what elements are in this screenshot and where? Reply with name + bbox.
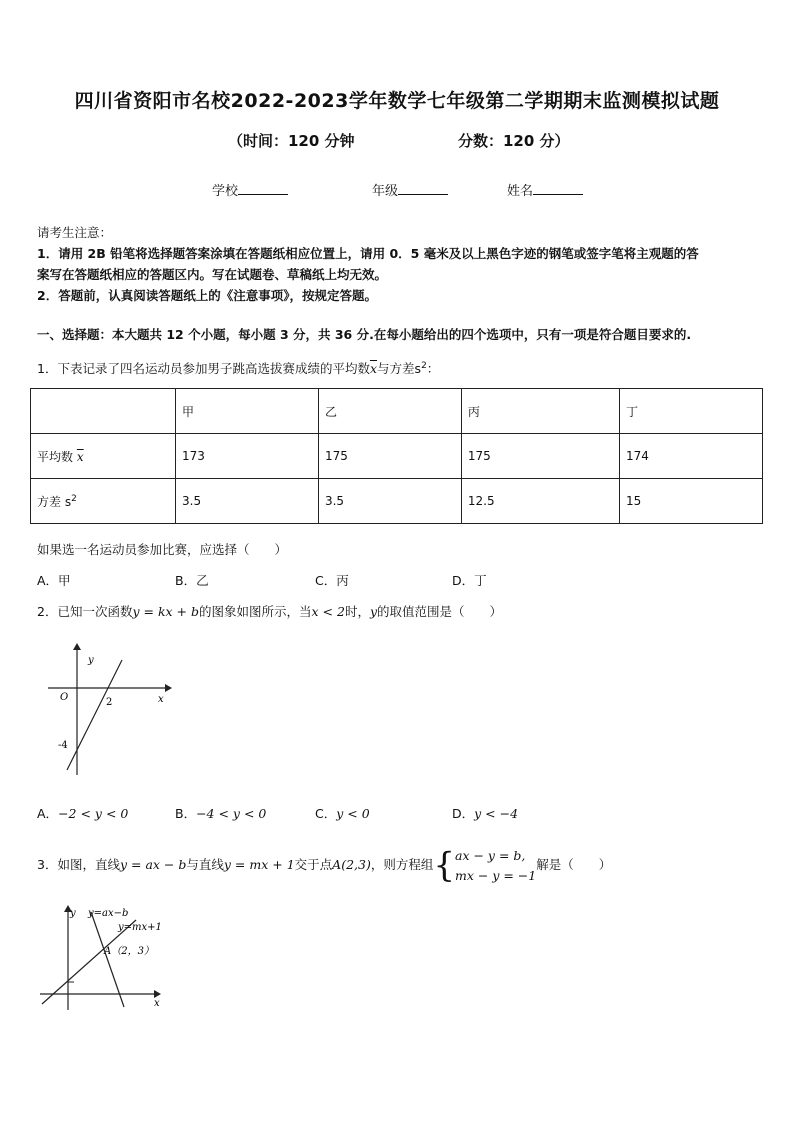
table-cell: 12.5 [461, 479, 619, 524]
q2-option-d[interactable] [452, 804, 518, 822]
q2-y: y [369, 604, 378, 619]
q1-option-a[interactable]: A．甲 [37, 573, 71, 588]
row1-xbar: $\overline{x}$ [76, 449, 84, 464]
section-heading: 一、选择题：本大题共 12 个小题，每小题 3 分，共 36 分.在每小题给出的四个选项中，只有一项是符合题目要求的. [37, 327, 692, 342]
y-axis-arrow-icon [73, 643, 81, 650]
q3-eq2: mx − y = −1 [455, 867, 537, 883]
q1-option-c[interactable]: C．丙 [315, 573, 349, 588]
q3-line2: y = mx + 1 [223, 857, 295, 872]
table-cell [31, 479, 176, 524]
q2-option-a-letter: A． [37, 806, 59, 821]
name-field [507, 180, 583, 199]
table-cell: 175 [318, 434, 461, 479]
notice-item2: 2．答题前，认真阅读答题纸上的《注意事项》，按规定答题。 [37, 288, 377, 303]
row2-sup: 2 [71, 493, 77, 504]
exam-score: 分数：120 分） [458, 132, 570, 150]
q3-line1: y = ax − b [119, 857, 187, 872]
q2-stem-c: 时， [344, 604, 370, 619]
q2-cond: x < 2 [311, 604, 345, 619]
q3-point: A(2,3) [332, 857, 371, 872]
q3-graph [36, 902, 176, 1012]
q1-s: s [414, 361, 422, 376]
graph-tick-neg4: -4 [58, 740, 68, 751]
table-cell: 15 [620, 479, 763, 524]
notice-item1b: 案写在答题纸相应的答题区内。写在试题卷、草稿纸上均无效。 [37, 267, 388, 282]
q3-stem [37, 843, 611, 887]
table-cell: 甲 [176, 389, 319, 434]
q1-stem [37, 359, 439, 377]
q3-stem-b: 与直线 [186, 857, 224, 872]
table-row [31, 434, 763, 479]
table-cell: 3.5 [318, 479, 461, 524]
q2-option-c-expr: y < 0 [336, 806, 370, 821]
name-label: 姓名 [507, 184, 534, 199]
q1-sup: 2 [421, 360, 427, 371]
table-cell: 丁 [620, 389, 763, 434]
row2-s: s [64, 494, 72, 509]
table-cell: 乙 [318, 389, 461, 434]
q3-stem-a: 3．如图，直线 [37, 857, 120, 872]
q3-eq1: ax − y = b, [455, 847, 526, 863]
q1-table [30, 388, 763, 524]
q2-option-d-expr: y < −4 [474, 806, 519, 821]
q1-xbar: $\overline{x}$ [369, 361, 378, 376]
table-cell: 3.5 [176, 479, 319, 524]
q3-stem-e: 解是（ ） [536, 857, 612, 872]
exam-time: （时间：120 分钟 [228, 132, 355, 150]
table-cell: 174 [620, 434, 763, 479]
q2-stem-a: 2．已知一次函数 [37, 604, 133, 619]
q3-stem-d: ，则方程组 [370, 857, 434, 872]
q2-option-b-expr: −4 < y < 0 [196, 806, 267, 821]
table-cell [31, 434, 176, 479]
table-cell: 173 [176, 434, 319, 479]
table-cell [31, 389, 176, 434]
q1-option-b[interactable]: B．乙 [175, 573, 209, 588]
graph-line1-label: y=ax−b [88, 908, 129, 919]
q2-stem [37, 602, 502, 620]
q2-option-b-letter: B． [175, 806, 197, 821]
row2-label: 方差 [37, 494, 62, 509]
q2-option-a-expr: −2 < y < 0 [58, 806, 129, 821]
graph-y-label: y [70, 908, 76, 919]
page-title: 四川省资阳市名校2022-2023学年数学七年级第二学期期末监测模拟试题 [74, 90, 720, 112]
school-field [212, 180, 288, 199]
graph-tick-2: 2 [106, 697, 113, 708]
q1-colon: ： [426, 361, 440, 376]
q1-option-d[interactable]: D．丁 [452, 573, 487, 588]
row1-label: 平均数 [37, 449, 74, 464]
graph-origin-label: O [60, 692, 69, 703]
table-row [31, 389, 763, 434]
q3-stem-c: 交于点 [294, 857, 333, 872]
q1-stem-b: 与方差 [377, 361, 415, 376]
graph-line2-label: y=mx+1 [118, 922, 162, 933]
school-blank[interactable] [238, 182, 288, 195]
school-label: 学校 [212, 184, 239, 199]
grade-label: 年级 [372, 184, 399, 199]
q2-option-c[interactable] [315, 804, 370, 822]
q2-stem-b: 的图象如图所示，当 [199, 604, 312, 619]
grade-blank[interactable] [398, 182, 448, 195]
name-blank[interactable] [533, 182, 583, 195]
q2-option-d-letter: D． [452, 806, 475, 821]
q2-stem-d: 的取值范围是（ ） [377, 604, 503, 619]
notice-block [37, 222, 762, 306]
q2-option-a[interactable] [37, 804, 128, 822]
table-cell: 丙 [461, 389, 619, 434]
notice-item1a: 1．请用 2B 铅笔将选择题答案涂填在答题纸相应位置上，请用 0．5 毫米及以上黑色字迹的钢笔或签字笔将主观题的答 [37, 246, 699, 261]
x-axis-arrow-icon [165, 684, 172, 692]
q2-option-c-letter: C． [315, 806, 337, 821]
notice-heading: 请考生注意： [37, 225, 113, 240]
function-line [67, 660, 122, 770]
grade-field [372, 180, 448, 199]
table-cell: 175 [461, 434, 619, 479]
graph-x-label: x [154, 998, 160, 1009]
x-axis-arrow-icon [154, 990, 161, 998]
graph-point-label: A（2，3） [104, 946, 154, 957]
q2-graph [40, 640, 180, 780]
table-row [31, 479, 763, 524]
graph-x-label: x [158, 694, 164, 705]
q1-stem-a: 1．下表记录了四名运动员参加男子跳高选拔赛成绩的平均数 [37, 361, 370, 376]
graph-y-label: y [88, 655, 94, 666]
q2-option-b[interactable] [175, 804, 266, 822]
q3-system [455, 846, 536, 886]
q1-follow: 如果选一名运动员参加比赛，应选择（ ） [37, 542, 288, 557]
q2-func: y = kx + b [132, 604, 199, 619]
q3-brace: { [433, 845, 455, 886]
